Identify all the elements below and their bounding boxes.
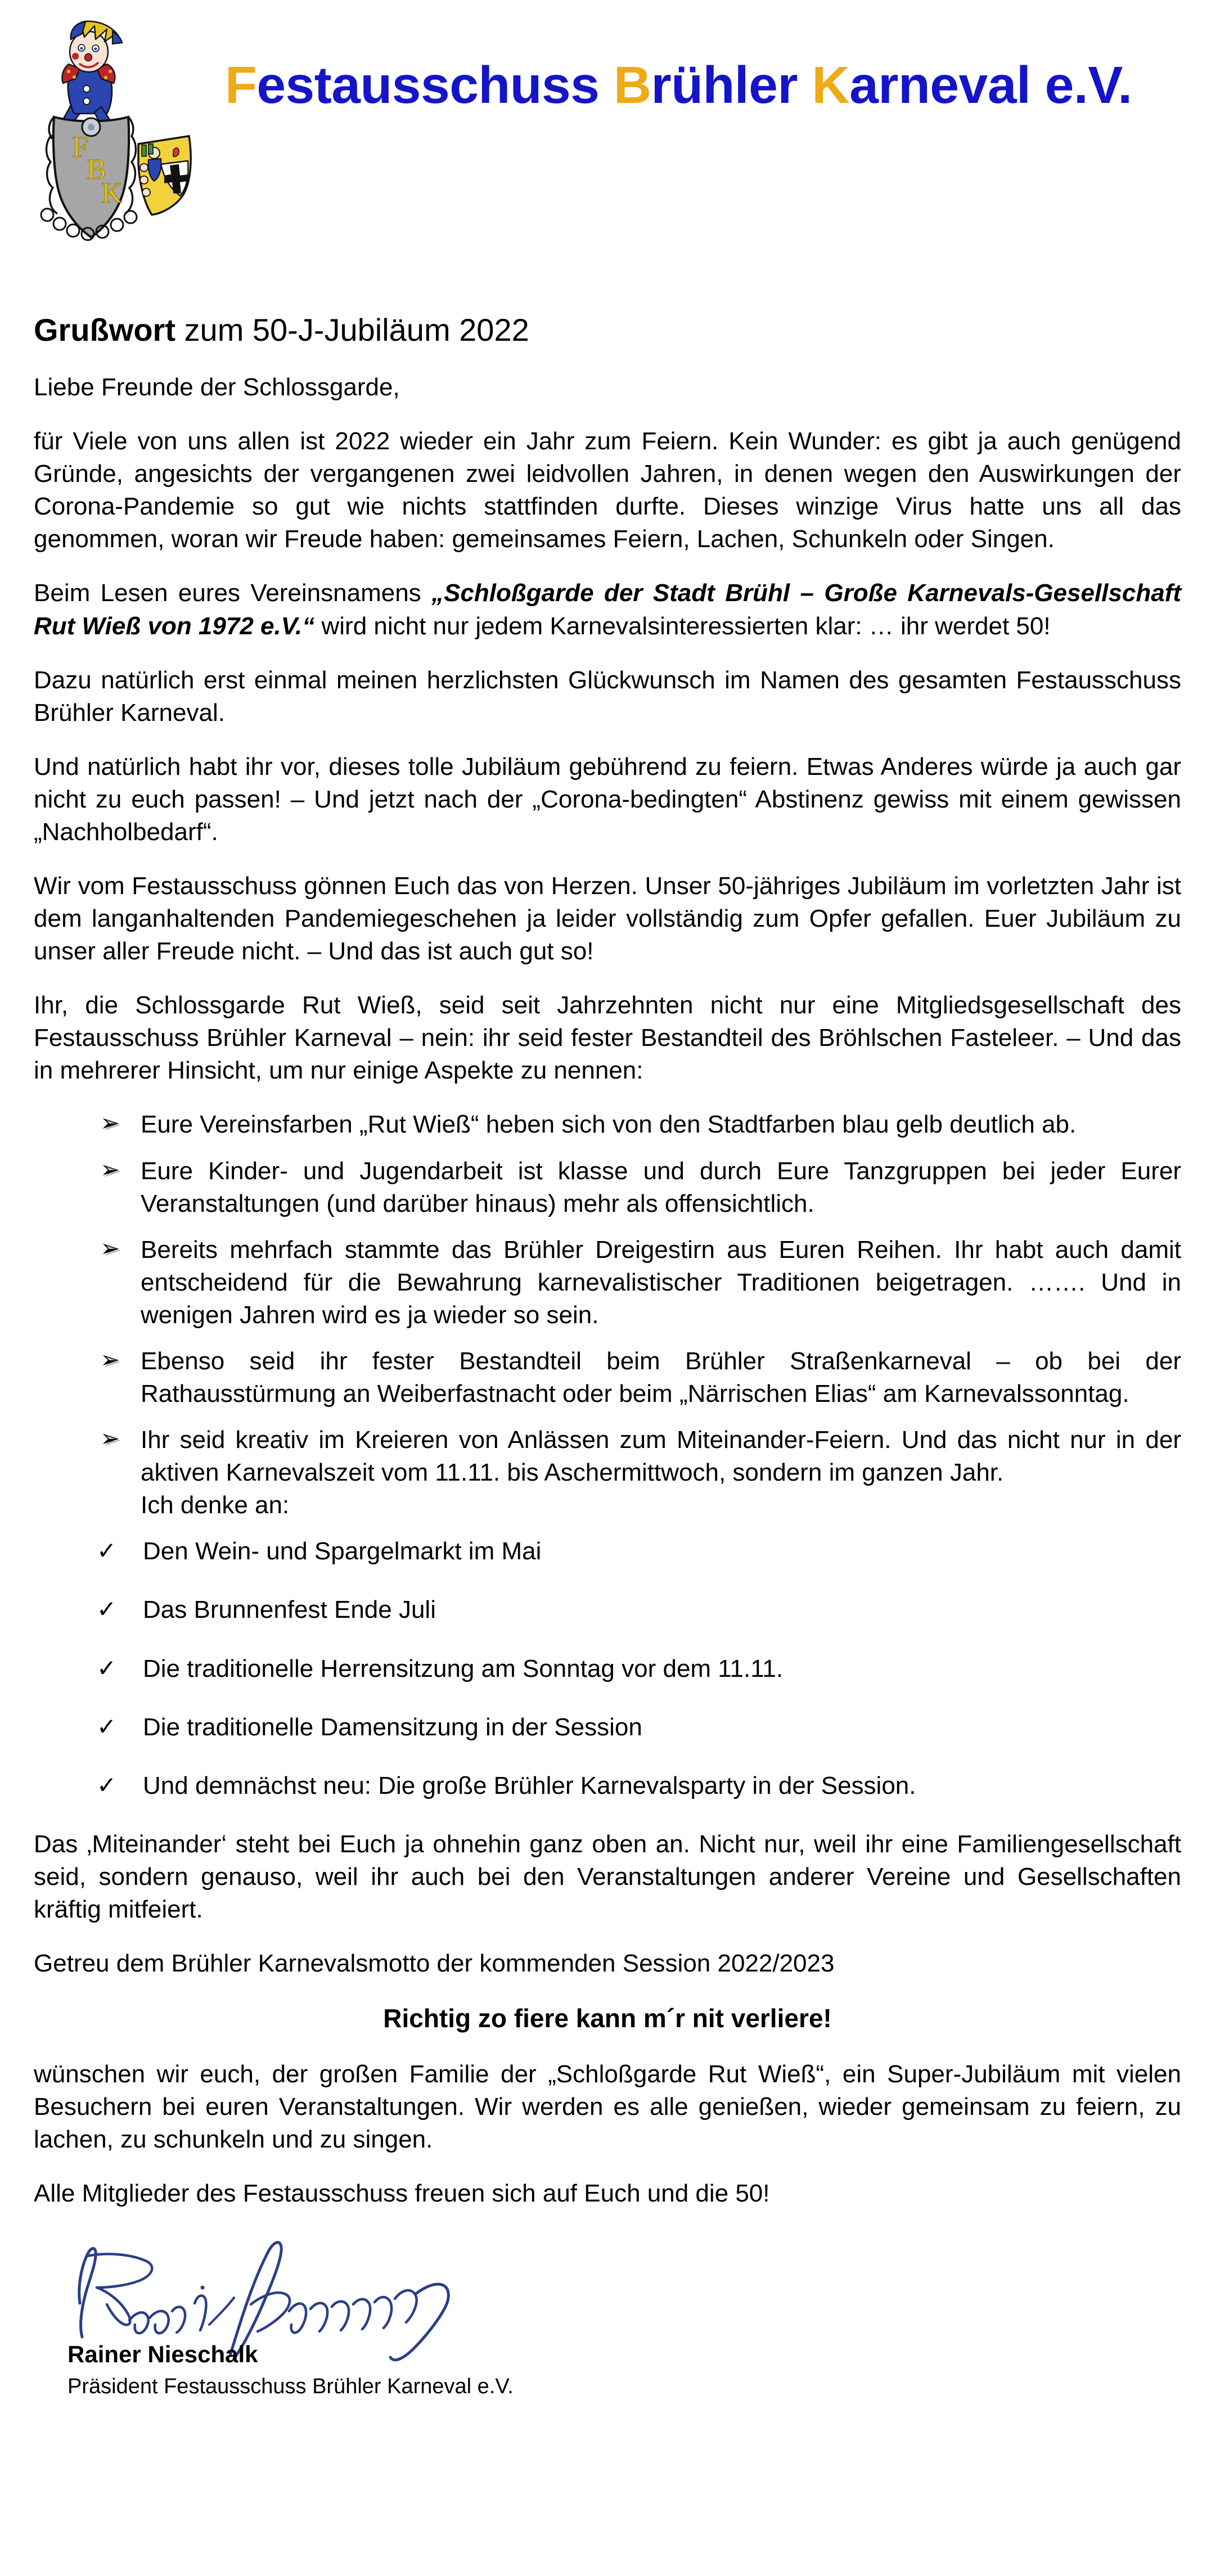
organization-title (225, 56, 1132, 114)
list-item-text: Die traditionelle Herrensitzung am Sonntag vor dem 11.11. (143, 1654, 784, 1682)
vereinsname-after: wird nicht nur jedem Karnevalsinteressierten klar: … ihr werdet 50! (314, 612, 1051, 640)
svg-text:B: B (87, 154, 106, 186)
list-item-text: Und demnächst neu: Die große Brühler Karnevalsparty in der Session. (143, 1771, 916, 1799)
signer-role: Präsident Festausschuss Brühler Karneval e.V. (67, 2375, 514, 2399)
signer-name: Rainer Nieschalk (67, 2341, 258, 2368)
org-title-part-2: B (613, 56, 651, 114)
list-item-text: Die traditionelle Damensitzung in der Session (143, 1713, 642, 1741)
letter-body (34, 312, 1181, 2410)
paragraph-motto-intro: Getreu dem Brühler Karnevalsmotto der kommenden Session 2022/2023 (34, 1949, 835, 1977)
vereinsname-italic: „Schloßgarde der Stadt Brühl – Große Karnevals-Gesellschaft Rut Wieß von 1972 e.V.“ (34, 579, 1181, 640)
arrow-bullet-icon: ➢ (100, 1425, 120, 1452)
list-item-text: Bereits mehrfach stammte das Brühler Dreigestirn aus Euren Reihen. Ihr habt auch damit entscheidend für die Bewahrung karnevalistischer Traditionen beigetragen. ……. Und in wenigen Jahren wird es ja wieder so sein. (141, 1235, 1181, 1329)
list-item-text: Ihr seid kreativ im Kreieren von Anlässen zum Miteinander-Feiern. Und das nicht nur in der aktiven Karnevalszeit vom 11.11. bis Aschermittwoch, sondern im ganzen Jahr. (141, 1426, 1181, 1487)
bruehl-crest-icon (138, 136, 191, 215)
list-item (97, 1594, 1181, 1626)
svg-text:K: K (101, 177, 123, 209)
checkmark-icon: ✓ (97, 1537, 117, 1564)
paragraph-closing: Alle Mitglieder des Festausschuss freuen sich auf Euch und die 50! (34, 2180, 770, 2207)
list-item (100, 1345, 1181, 1410)
page-title-rest: zum 50-J-Jubiläum 2022 (175, 312, 529, 348)
page-title (34, 312, 1181, 349)
arrow-bullet-icon: ➢ (100, 1234, 120, 1261)
paragraph-glueckwunsch: Dazu natürlich erst einmal meinen herzlichsten Glückwunsch im Namen des gesamten Festausschuss Brühler Karneval. (34, 666, 1181, 727)
paragraph-list-intro: Ihr, die Schlossgarde Rut Wieß, seid seit Jahrzehnten nicht nur eine Mitgliedsgesellschaft des Festausschuss Brühler Karneval – nein: ihr seid fester Bestandteil des Bröhlschen Fasteleer. – Und das in mehrerer Hinsicht, um nur einige Aspekte zu nennen: (34, 991, 1181, 1085)
salutation: Liebe Freunde der Schlossgarde, (34, 373, 400, 401)
events-check-list (34, 1535, 1181, 1802)
list-item-text: Eure Kinder- und Jugendarbeit ist klasse und durch Eure Tanzgruppen bei jeder Eurer Veranstaltungen (und darüber hinaus) mehr als offensichtlich. (141, 1157, 1181, 1217)
fbk-logo (28, 17, 214, 253)
list-item (97, 1770, 1181, 1802)
list-item-leadin: Ich denke an: (141, 1491, 290, 1519)
list-item (97, 1653, 1181, 1685)
letterhead (0, 0, 1229, 264)
vereinsname-before: Beim Lesen eures Vereinsnamens (34, 579, 432, 607)
page-title-bold: Grußwort (34, 312, 175, 348)
paragraph-miteinander: Das ‚Miteinander‘ steht bei Euch ja ohnehin ganz oben an. Nicht nur, weil ihr eine Familiengesellschaft seid, sondern genauso, weil ihr auch bei den Veranstaltungen anderer Vereine und Gesellschaften kräftig mitfeiert. (34, 1830, 1181, 1923)
org-title-part-0: F (225, 56, 257, 114)
paragraph-feiern: Und natürlich habt ihr vor, dieses tolle Jubiläum gebührend zu feiern. Etwas Anderes würde ja auch gar nicht zu euch passen! – Und jetzt nach der „Corona-bedingten“ Abstinenz gewiss mit einem gewissen „Nachholbedarf“. (34, 752, 1181, 846)
arrow-bullet-icon: ➢ (100, 1156, 120, 1183)
org-title-part-1: estausschuss (256, 56, 614, 114)
list-item (100, 1155, 1181, 1220)
arrow-bullet-icon: ➢ (100, 1109, 120, 1136)
list-item (100, 1108, 1181, 1141)
jester-shield-logo-icon (28, 17, 214, 253)
signature-block (34, 2241, 1181, 2410)
list-item (100, 1234, 1181, 1332)
list-item (100, 1424, 1181, 1522)
paragraph-intro: für Viele von uns allen ist 2022 wieder ein Jahr zum Feiern. Kein Wunder: es gibt ja auch genügend Gründe, angesichts der vergangenen zwei leidvollen Jahren, in denen wegen den Auswirkungen der Corona-Pandemie so gut wie nichts stattfinden durfte. Dieses winzige Virus hatte uns all das genommen, woran wir Freude haben: gemeinsames Feiern, Lachen, Schunkeln oder Singen. (34, 427, 1181, 553)
list-item (97, 1535, 1181, 1568)
org-title-part-4: K (812, 56, 850, 114)
list-item-text: Das Brunnenfest Ende Juli (143, 1596, 436, 1624)
list-item-text: Ebenso seid ihr fester Bestandteil beim Brühler Straßenkarneval – ob bei der Rathausstürmung an Weiberfastnacht oder beim „Närrischen Elias“ am Karnevalssonntag. (141, 1347, 1181, 1408)
list-item-text: Eure Vereinsfarben „Rut Wieß“ heben sich von den Stadtfarben blau gelb deutlich ab. (141, 1111, 1077, 1139)
paragraph-vereinsname (34, 577, 1181, 642)
svg-text:F: F (72, 131, 88, 163)
checkmark-icon: ✓ (97, 1596, 117, 1623)
checkmark-icon: ✓ (97, 1713, 117, 1740)
checkmark-icon: ✓ (97, 1654, 117, 1681)
checkmark-icon: ✓ (97, 1771, 117, 1798)
aspects-list (34, 1108, 1181, 1522)
list-item-text: Den Wein- und Spargelmarkt im Mai (143, 1537, 542, 1566)
org-title-part-5: arneval e.V. (849, 56, 1132, 114)
org-title-part-3: rühler (651, 56, 812, 114)
paragraph-goennen: Wir vom Festausschuss gönnen Euch das von Herzen. Unser 50-jähriges Jubiläum im vorletzten Jahr ist dem langanhaltenden Pandemiegeschehen ja leider vollständig zum Opfer gefallen. Euer Jubiläum zu unser aller Freude nicht. – Und das ist auch gut so! (34, 872, 1181, 966)
arrow-bullet-icon: ➢ (100, 1346, 120, 1373)
carnival-motto: Richtig zo fiere kann m´r nit verliere! (383, 2004, 832, 2033)
list-item (97, 1711, 1181, 1744)
fbk-shield-icon (41, 117, 137, 240)
paragraph-wishes: wünschen wir euch, der großen Familie der „Schloßgarde Rut Wieß“, ein Super-Jubiläum mit vielen Besuchern bei euren Veranstaltungen. Wir werden es alle genießen, wieder gemeinsam zu feiern, zu lachen, zu schunkeln und zu singen. (34, 2060, 1181, 2153)
